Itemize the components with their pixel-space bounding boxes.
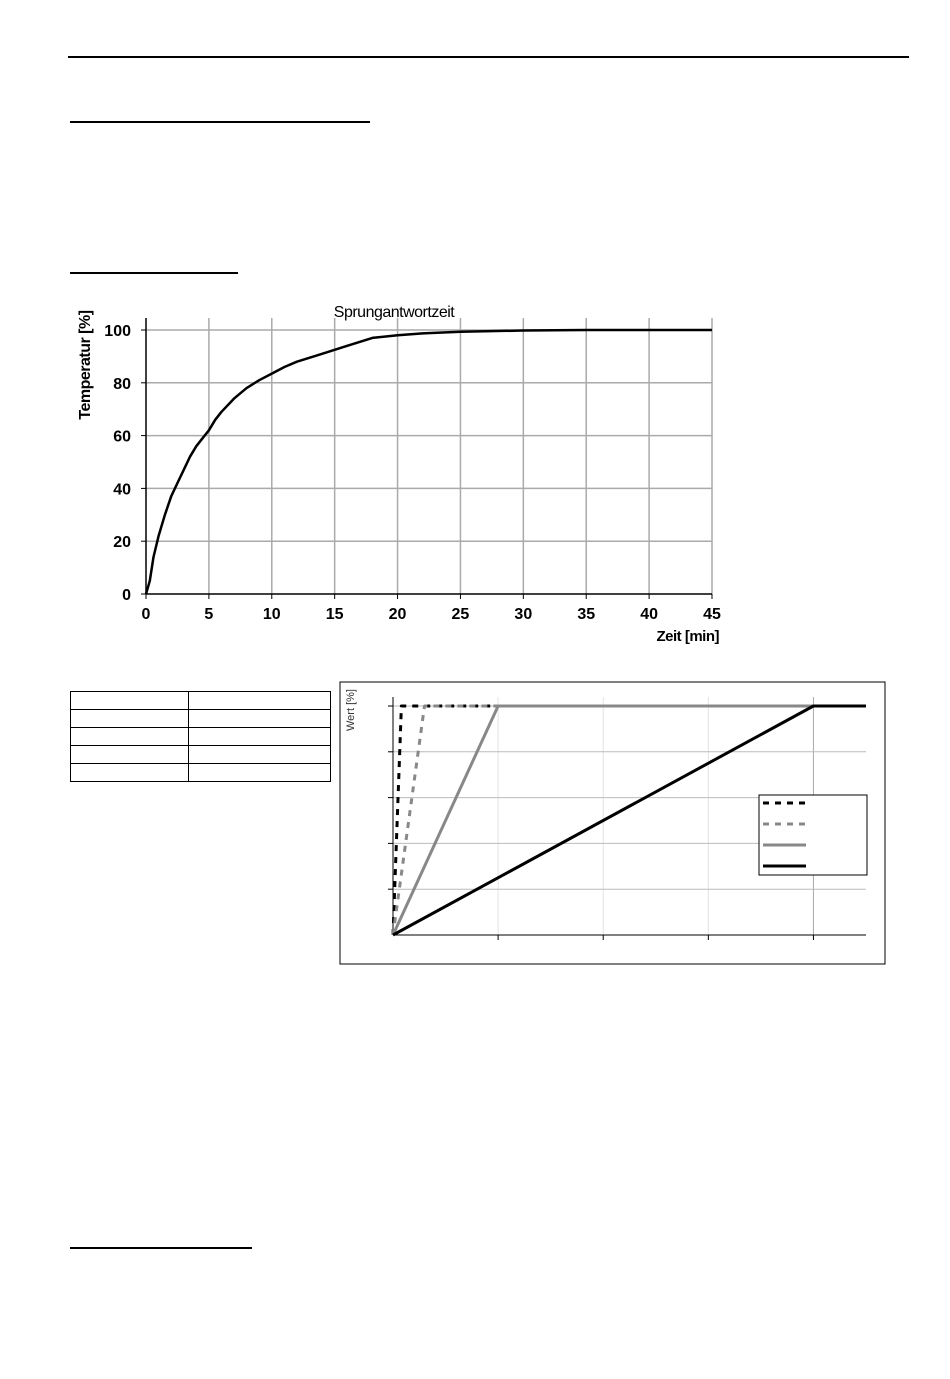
chart1-axes: [141, 318, 712, 599]
chart1-y-tick-label: 0: [122, 587, 131, 604]
chart1-x-tick-label: 15: [325, 606, 344, 623]
chart1-y-tick-label: 40: [113, 481, 131, 499]
header-rule: [68, 56, 909, 58]
chart1-x-axis-label: Zeit [min]: [656, 628, 719, 645]
step-response-chart: [0, 290, 950, 660]
chart1-y-tick-label: 80: [113, 375, 131, 393]
section-underline-3: [70, 1247, 252, 1249]
chart1-series: [146, 330, 712, 594]
chart1-y-tick-labels: [104, 323, 131, 604]
chart1-series-line: [146, 330, 712, 594]
chart1-x-tick-label: 20: [388, 606, 407, 623]
chart1-x-tick-label: 25: [451, 606, 470, 623]
section-underline-2: [70, 272, 238, 274]
chart1-y-tick-label: 20: [113, 534, 131, 552]
chart1-x-tick-label: 5: [204, 606, 214, 623]
chart2-y-axis-label: Wert [%]: [345, 689, 357, 731]
chart1-y-tick-label: 60: [113, 428, 131, 446]
chart1-y-tick-label: 100: [104, 323, 131, 340]
chart1-x-tick-label: 0: [141, 606, 151, 623]
section-underline-1: [70, 121, 370, 123]
chart1-x-tick-label: 35: [577, 606, 596, 623]
chart1-x-tick-label: 10: [262, 606, 281, 623]
chart1-grid: [146, 318, 712, 594]
chart1-x-tick-labels: [142, 606, 721, 623]
chart2-legend: [759, 795, 867, 875]
ramp-comparison-chart: [0, 675, 950, 975]
chart1-y-axis-label: Temperatur [%]: [77, 310, 94, 420]
chart1-x-tick-label: 40: [640, 606, 659, 623]
chart1-title: Sprungantwortzeit: [333, 304, 455, 321]
chart1-x-tick-label: 30: [514, 606, 533, 623]
chart1-x-tick-label: 45: [703, 606, 721, 623]
